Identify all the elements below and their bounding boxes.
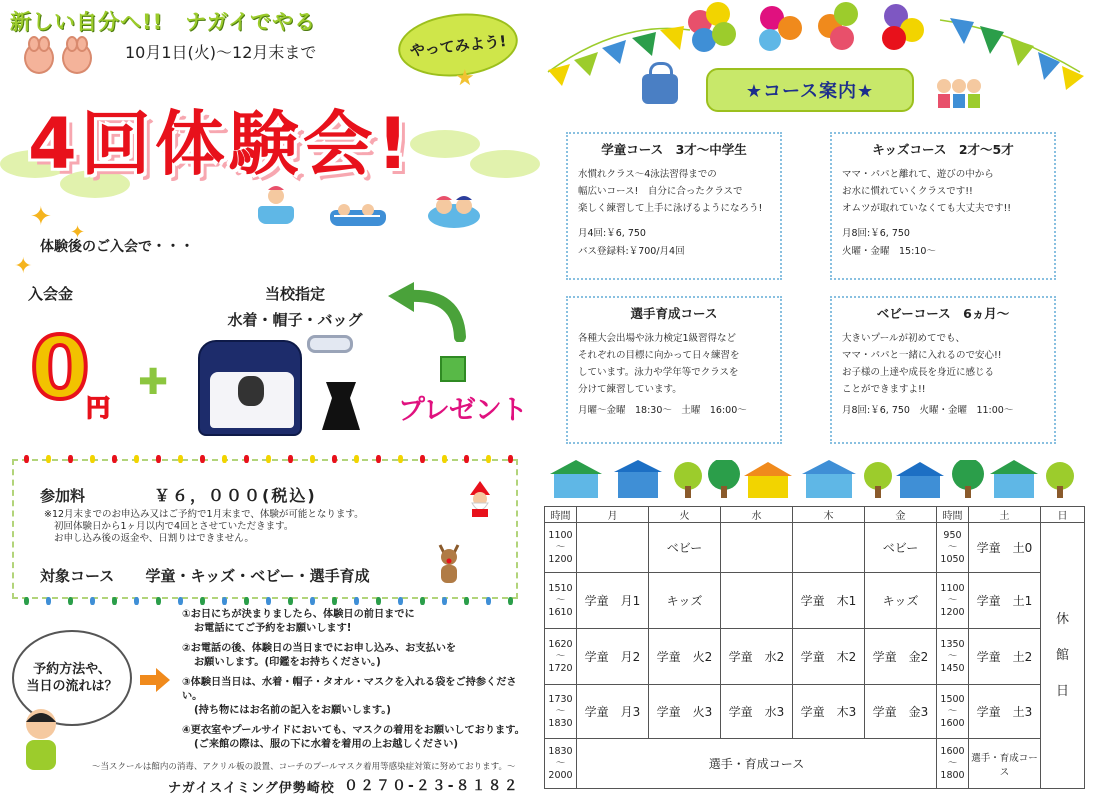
time-sep: 〜 (555, 650, 566, 662)
light-bulb-icon (464, 597, 469, 605)
light-bulb-icon (376, 455, 381, 463)
step-1 (182, 608, 532, 636)
course-price: 火曜・金曜 15:10～ (842, 246, 936, 257)
class-cell: 学童 火3 (649, 685, 721, 739)
class-cell: 学童 土3 (969, 685, 1041, 739)
course-title: ベビーコース 6ヵ月～ (876, 306, 1010, 321)
swim-bag-image (198, 340, 302, 436)
time-start: 1350 (940, 638, 965, 650)
flyer-right-panel (540, 0, 1096, 799)
light-bulb-icon (420, 597, 425, 605)
closed-char: 館 (1055, 647, 1069, 663)
schedule-row (545, 685, 1085, 739)
fee-note-line: ※12月末までのお申込み又はご予約で1月末まで、体験が可能となります。 (44, 509, 364, 520)
fee-note-line: 初回体験日から1ヶ月以内で4回とさせていただきます。 (54, 521, 294, 532)
time-cell (937, 629, 969, 685)
light-bulb-icon (486, 597, 491, 605)
light-bulb-icon (244, 455, 249, 463)
time-end: 1600 (940, 717, 965, 729)
light-bulb-icon (398, 597, 403, 605)
yen-unit: 円 (86, 394, 110, 422)
participation-amount: ￥６，０００(税込) (154, 486, 317, 505)
course-desc-line: 分けて練習しています。 (578, 384, 682, 395)
time-cell (937, 523, 969, 573)
class-cell: 学童 金3 (865, 685, 937, 739)
phone-number: ０２７０-２３-８１８２ (344, 778, 520, 794)
step-line: (ご来館の際は、服の下に水着を着用の上お越しください) (194, 739, 458, 750)
target-courses (40, 565, 370, 586)
light-bulb-icon (112, 455, 117, 463)
time-start: 1730 (548, 693, 573, 705)
float-kids-icon (428, 190, 480, 228)
step-4 (182, 724, 532, 752)
plus-icon: ✚ (138, 362, 169, 403)
header-thu: 木 (793, 507, 865, 523)
course-desc-line: しています。泳力や学年等でクラスを (578, 367, 739, 378)
time-end: 1720 (548, 662, 573, 674)
time-start: 950 (943, 529, 962, 541)
class-cell: ベビー (865, 523, 937, 573)
light-bulb-icon (24, 597, 29, 605)
step-line: ②お電話の後、体験日の当日までにお申し込み、お支払いを (182, 643, 457, 654)
reindeer-icon (430, 541, 468, 587)
course-title: キッズコース 2才～5才 (872, 142, 1014, 157)
class-cell: 学童 金2 (865, 629, 937, 685)
light-bulb-icon (354, 455, 359, 463)
class-cell: 学童 水2 (721, 629, 793, 685)
time-cell (545, 573, 577, 629)
class-cell: 学童 土0 (969, 523, 1041, 573)
schedule-row (545, 739, 1085, 789)
class-cell: 学童 土1 (969, 573, 1041, 629)
course-desc-line: 水慣れクラス～4泳法習得までの (578, 169, 717, 180)
light-bulb-icon (310, 597, 315, 605)
leaf-decoration (470, 150, 540, 178)
step-line: お電話にてご予約をお願いします! (194, 623, 352, 634)
schedule-row (545, 523, 1085, 573)
school-items-label (215, 281, 375, 333)
light-bulb-icon (508, 597, 513, 605)
person-icon (18, 704, 64, 772)
footer-note: ～当スクールは館内の消毒、アクリル板の設置、コーチのプールマスク着用等感染症対策に努めております。～ (92, 762, 516, 772)
course-desc-line: お水に慣れていくクラスです!! (842, 186, 973, 197)
fee-note-line: お申し込み後の返金や、日割りはできません。 (54, 533, 254, 544)
light-bulb-icon (222, 597, 227, 605)
light-bulb-icon (90, 597, 95, 605)
header-fri: 金 (865, 507, 937, 523)
light-bulb-icon (200, 597, 205, 605)
step-line: お願いします。(印鑑をお持ちください。) (194, 657, 381, 668)
time-end: 2000 (548, 769, 573, 781)
schedule-row (545, 629, 1085, 685)
step-line: (持ち物にはお名前の記入をお願いします。) (194, 705, 391, 716)
participation-label: 参加料 (40, 487, 86, 505)
campaign-period: 10月1日(火)～12月末まで (125, 43, 317, 62)
light-bulb-icon (398, 455, 403, 463)
participation-fee-box (12, 459, 518, 599)
header-mon: 月 (577, 507, 649, 523)
leaf-decoration (410, 130, 480, 158)
time-start: 1510 (548, 582, 573, 594)
time-end: 1050 (940, 553, 965, 565)
course-desc-line: 幅広いコース! 自分に合ったクラスで (578, 186, 743, 197)
swimmer-icon (258, 184, 294, 224)
time-end: 1800 (940, 769, 965, 781)
light-bulb-icon (508, 455, 513, 463)
time-sep: 〜 (947, 757, 958, 769)
flyer-left-panel (0, 0, 540, 799)
time-cell (937, 739, 969, 789)
light-bulb-icon (24, 455, 29, 463)
town-decoration (548, 460, 1088, 500)
light-bulb-icon (332, 597, 337, 605)
sparkle-icon: ✦ (14, 254, 33, 279)
course-price: 月8回:￥6, 750 火曜・金曜 11:00～ (842, 405, 1014, 416)
time-cell (937, 685, 969, 739)
bunny-icon (24, 42, 54, 74)
class-cell (721, 573, 793, 629)
time-cell (545, 739, 577, 789)
class-cell: 学童 木2 (793, 629, 865, 685)
light-bulb-icon (46, 597, 51, 605)
course-price: 月4回:￥6, 750 (578, 228, 646, 239)
class-cell: 学童 水3 (721, 685, 793, 739)
zero-yen-number: 0 (30, 319, 90, 419)
closed-char: 休 (1055, 611, 1069, 627)
course-desc-line: オムツが取れていなくても大丈夫です!! (842, 203, 1012, 214)
light-bulb-icon (332, 455, 337, 463)
course-desc-line: 各種大会出場や泳力検定1級習得など (578, 333, 737, 344)
course-desc-line: 大きいプールが初めてでも、 (842, 333, 966, 344)
target-course-list: 学童・キッズ・ベビー・選手育成 (145, 567, 370, 585)
light-bulb-icon (156, 597, 161, 605)
bag-logo-icon (238, 376, 264, 406)
light-bulb-icon (156, 455, 161, 463)
light-bulb-icon (178, 597, 183, 605)
time-end: 1450 (940, 662, 965, 674)
time-sep: 〜 (555, 705, 566, 717)
course-price: バス登録料:￥700/月4回 (578, 246, 685, 257)
swimsuit-icon (320, 380, 362, 432)
light-bulb-icon (244, 597, 249, 605)
right-arrow-icon (140, 668, 170, 692)
time-sep: 〜 (555, 757, 566, 769)
course-title: 学童コース 3才～中学生 (601, 142, 747, 157)
question-line: 当日の流れは？ (26, 679, 118, 694)
schedule-header-row (545, 507, 1085, 523)
time-sep: 〜 (947, 650, 958, 662)
time-cell (545, 685, 577, 739)
course-desc-line: ママ・パパと一緒に入れるので安心!! (842, 350, 1002, 361)
light-bulb-icon (134, 597, 139, 605)
time-sep: 〜 (947, 541, 958, 553)
light-bulb-icon (486, 455, 491, 463)
course-price: 月曜～金曜 18:30～ 土曜 16:00～ (578, 405, 747, 416)
course-desc-line: お子様の上達や成長を身近に感じる (842, 367, 995, 378)
class-cell (793, 523, 865, 573)
time-end: 1200 (548, 553, 573, 565)
light-bulb-icon (288, 455, 293, 463)
class-cell: 学童 木3 (793, 685, 865, 739)
light-bulb-icon (266, 455, 271, 463)
class-cell (577, 523, 649, 573)
kids-icon (934, 76, 984, 110)
class-cell: ベビー (649, 523, 721, 573)
time-sep: 〜 (947, 705, 958, 717)
light-bulb-icon (420, 455, 425, 463)
santa-icon (464, 481, 496, 517)
entry-fee-label: 入会金 (28, 285, 74, 303)
class-cell: 学童 月2 (577, 629, 649, 685)
swimming-kids-icon (330, 198, 386, 226)
course-desc-line: ことができますよ!! (842, 384, 926, 395)
event-title: 4回体験会! (28, 103, 413, 185)
course-title: 選手育成コース (630, 306, 718, 321)
header-sat: 土 (969, 507, 1041, 523)
athlete-course-cell: 選手・育成コース (577, 739, 937, 789)
step-line: ④更衣室やプールサイドにおいても、マスクの着用をお願いしております。 (182, 725, 525, 736)
class-cell: 学童 火2 (649, 629, 721, 685)
question-line: 予約方法や、 (33, 662, 111, 677)
fee-notes (44, 509, 444, 545)
time-end: 1830 (548, 717, 573, 729)
time-end: 1200 (940, 606, 965, 618)
course-card-athlete (566, 296, 782, 444)
course-card-gakudo (566, 132, 782, 280)
time-cell (545, 629, 577, 685)
present-text: プレゼント (398, 395, 527, 426)
time-cell (545, 523, 577, 573)
light-bulb-icon (112, 597, 117, 605)
header-sun: 日 (1041, 507, 1085, 523)
closed-day-cell (1041, 523, 1085, 789)
sparkle-icon: ✦ (70, 222, 86, 243)
class-cell: キッズ (649, 573, 721, 629)
light-bulb-icon (68, 455, 73, 463)
light-bulb-icon (200, 455, 205, 463)
header-tue: 火 (649, 507, 721, 523)
header-wed: 水 (721, 507, 793, 523)
time-start: 1100 (548, 529, 573, 541)
light-bulb-icon (442, 455, 447, 463)
course-card-kids (830, 132, 1056, 280)
header-time: 時間 (545, 507, 577, 523)
time-start: 1620 (548, 638, 573, 650)
header-time-sat: 時間 (937, 507, 969, 523)
sparkle-icon: ✦ (30, 202, 52, 232)
light-bulb-icon (90, 455, 95, 463)
step-2 (182, 642, 532, 670)
star-icon: ★ (455, 66, 475, 91)
time-start: 1600 (940, 745, 965, 757)
time-start: 1100 (940, 582, 965, 594)
time-sep: 〜 (555, 594, 566, 606)
school-name: ナガイスイミング伊勢崎校 (168, 781, 335, 796)
light-bulb-icon (288, 597, 293, 605)
course-desc-line: ママ・パパと離れて、遊びの中から (842, 169, 994, 180)
light-bulb-icon (266, 597, 271, 605)
course-guide-title: ★コース案内★ (706, 68, 914, 112)
reservation-steps (182, 608, 532, 758)
step-line: ③体験日当日は、水着・帽子・タオル・マスクを入れる袋をご持参ください。 (182, 677, 517, 702)
class-cell: 学童 土2 (969, 629, 1041, 685)
class-cell: 学童 木1 (793, 573, 865, 629)
course-card-baby (830, 296, 1056, 444)
course-desc-line: 楽しく練習して上手に泳げるようになろう! (578, 203, 763, 214)
course-price: 月8回:￥6, 750 (842, 228, 910, 239)
curved-arrow-icon (380, 282, 470, 342)
try-bubble: やってみよう! (395, 8, 521, 82)
class-cell: 学童 月3 (577, 685, 649, 739)
time-end: 1610 (548, 606, 573, 618)
schedule-row (545, 573, 1085, 629)
class-cell: 学童 月1 (577, 573, 649, 629)
athlete-course-sat-cell: 選手・育成コース (969, 739, 1041, 789)
light-bulb-icon (46, 455, 51, 463)
closed-char: 日 (1055, 683, 1069, 699)
light-bulb-icon (222, 455, 227, 463)
time-start: 1830 (548, 745, 573, 757)
light-bulb-icon (310, 455, 315, 463)
target-label: 対象コース (40, 567, 115, 585)
step-line: ①お日にちが決まりましたら、体験日の前日までに (182, 609, 415, 620)
swim-cap-icon (307, 335, 353, 353)
after-join-text: 体験後のご入会で・・・ (40, 239, 194, 255)
time-cell (937, 573, 969, 629)
class-cell: キッズ (865, 573, 937, 629)
bunny-icon (62, 42, 92, 74)
lock-icon (642, 74, 678, 104)
light-bulb-icon (354, 597, 359, 605)
gift-icon (440, 356, 466, 382)
time-sep: 〜 (947, 594, 958, 606)
light-bulb-icon (68, 597, 73, 605)
step-3 (182, 676, 532, 718)
headline: 新しい自分へ!! ナガイでやる (10, 10, 317, 34)
time-sep: 〜 (555, 541, 566, 553)
school-items-line: 当校指定 (264, 285, 325, 303)
light-bulb-icon (442, 597, 447, 605)
course-desc-line: それぞれの目標に向かって日々練習を (578, 350, 740, 361)
light-bulb-icon (134, 455, 139, 463)
time-start: 1500 (940, 693, 965, 705)
school-items-line: 水着・帽子・バッグ (227, 311, 363, 329)
schedule-table (544, 506, 1085, 789)
class-cell (721, 523, 793, 573)
light-bulb-icon (376, 597, 381, 605)
light-bulb-icon (178, 455, 183, 463)
light-bulb-icon (464, 455, 469, 463)
